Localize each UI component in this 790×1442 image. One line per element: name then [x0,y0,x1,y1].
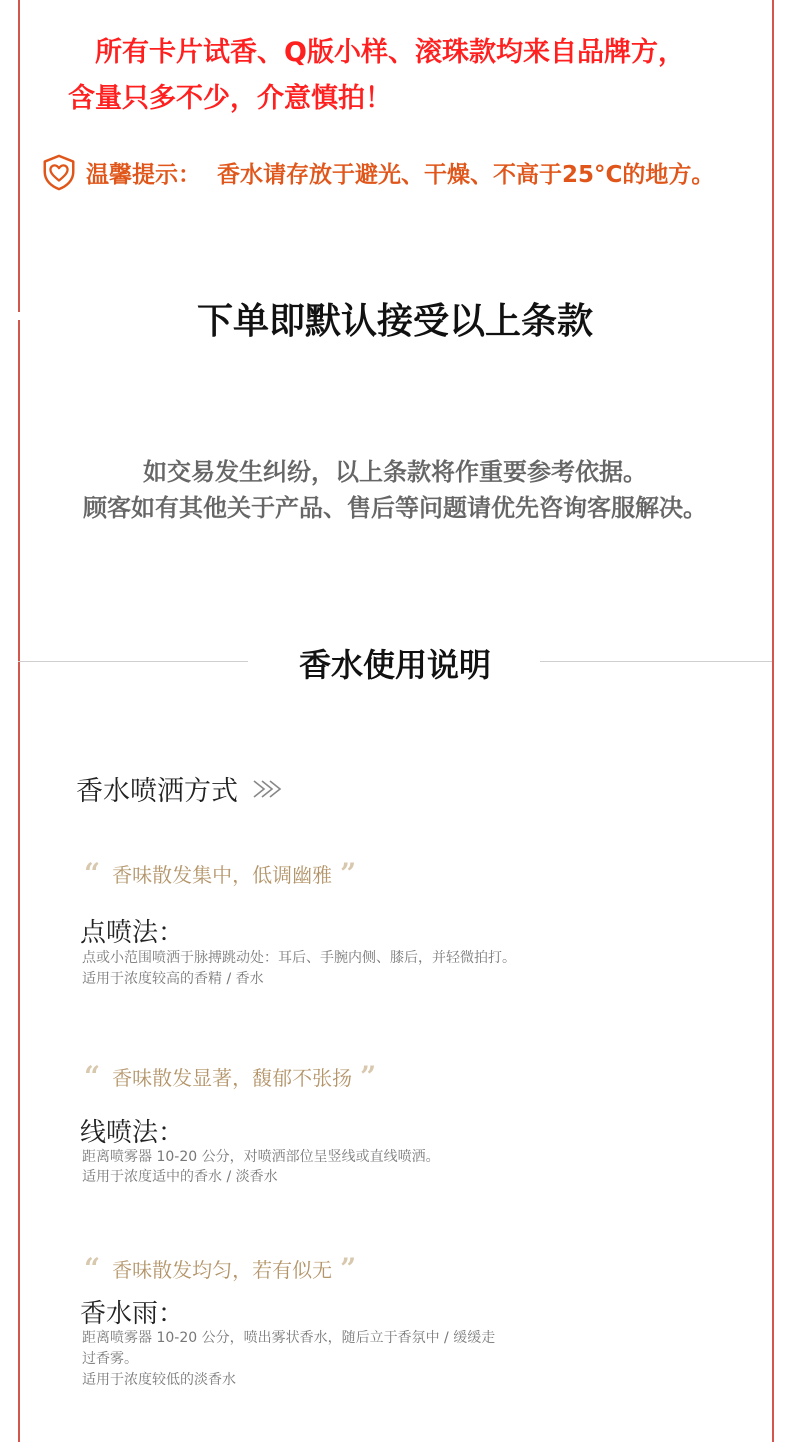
method-title [76,769,286,808]
usage-heading: 香水使用说明 [298,646,491,684]
notice-line-2: 含量只多不少，介意慎拍！ [68,83,392,114]
method-desc: 距离喷雾器 10-20 公分，喷出雾状香水，随后立于香氛中 / 缓缓走 [82,1330,496,1346]
method-title-rain: 香水雨： [80,1299,185,1329]
open-quote-icon: “ [84,856,101,890]
terms-paragraph: 顾客如有其他关于产品、售后等问题请优先咨询客服解决。 [83,494,707,522]
terms-heading: 下单即默认接受以上条款 [196,301,593,342]
tip-text: 香水请存放于避光、干燥、不高于25°C的地方。 [217,161,715,188]
double-chevron-right-icon [250,777,286,801]
storage-tip [40,152,714,192]
method-desc: 距离喷雾器 10-20 公分，对喷洒部位呈竖线或直线喷洒。 [82,1149,440,1165]
open-quote-icon: “ [84,1059,101,1093]
frame-border-right [772,0,774,1442]
close-quote-icon: ” [360,1059,377,1093]
method-title-dot: 点喷法： [80,918,185,948]
quote-text: 香味散发显著，馥郁不张扬 [112,1066,353,1090]
frame-border-left [18,0,20,1442]
method-title-line: 线喷法： [80,1118,185,1148]
notice-line-1: 所有卡片试香、Q版小样、滚珠款均来自品牌方， [95,37,685,68]
shield-heart-icon [40,153,78,191]
method-desc: 适用于浓度较高的香精 / 香水 [82,971,264,987]
close-quote-icon: ” [340,1251,357,1285]
method-desc: 适用于浓度较低的淡香水 [82,1372,236,1388]
method-desc: 过香雾。 [82,1351,138,1367]
quote-text: 香味散发集中，低调幽雅 [112,863,333,887]
close-quote-icon: ” [340,856,357,890]
method-quote [84,856,357,890]
method-title-text: 香水喷洒方式 [76,776,238,807]
open-quote-icon: “ [84,1251,101,1285]
quote-text: 香味散发均匀，若有似无 [112,1258,333,1282]
method-desc: 点或小范围喷洒于脉搏跳动处：耳后、手腕内侧、膝后，并轻微拍打。 [82,950,516,966]
tip-label: 温馨提示： [86,161,201,188]
method-quote [84,1251,357,1285]
method-quote [84,1059,377,1093]
method-desc: 适用于浓度适中的香水 / 淡香水 [82,1169,278,1185]
terms-paragraph: 如交易发生纠纷，以上条款将作重要参考依据。 [143,458,647,486]
